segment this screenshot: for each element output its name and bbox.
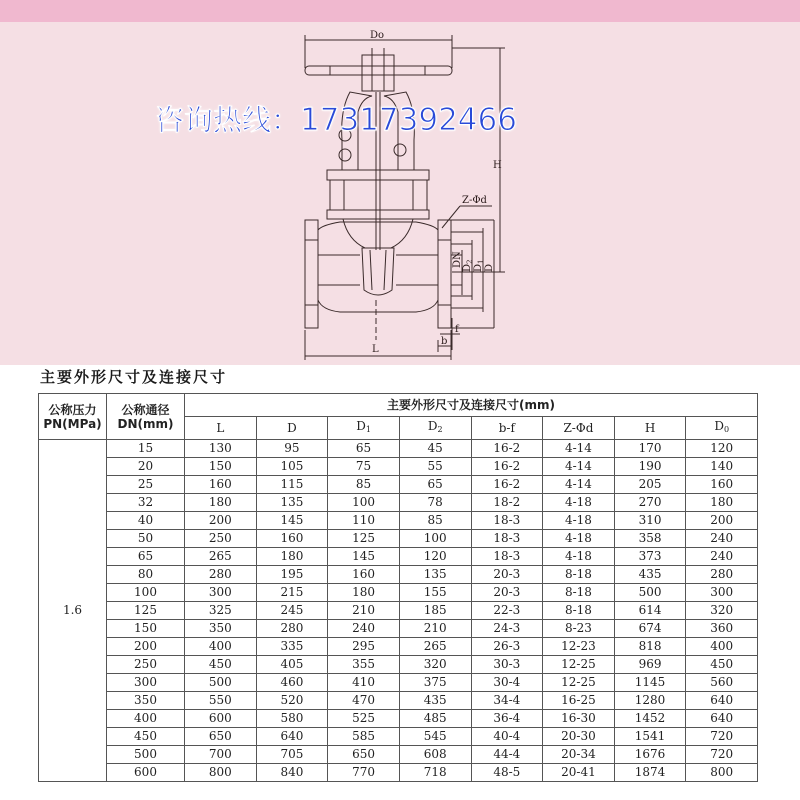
dn-cell: 300 xyxy=(107,674,185,692)
label-dn: DN xyxy=(452,251,463,268)
table-cell: 205 xyxy=(614,476,686,494)
table-cell: 65 xyxy=(328,440,400,458)
table-cell: 8-23 xyxy=(543,620,615,638)
header-dn-text: 公称通径 DN(mm) xyxy=(117,402,174,431)
table-cell: 674 xyxy=(614,620,686,638)
table-cell: 1145 xyxy=(614,674,686,692)
table-cell: 20-3 xyxy=(471,566,543,584)
table-cell: 4-18 xyxy=(543,512,615,530)
table-cell: 170 xyxy=(614,440,686,458)
table-cell: 720 xyxy=(686,746,758,764)
table-cell: 560 xyxy=(686,674,758,692)
table-cell: 18-3 xyxy=(471,512,543,530)
table-cell: 20-30 xyxy=(543,728,615,746)
gate-wedge xyxy=(362,248,394,295)
table-cell: 12-25 xyxy=(543,656,615,674)
table-cell: 180 xyxy=(328,584,400,602)
table-body xyxy=(39,440,758,782)
table-cell: 1452 xyxy=(614,710,686,728)
label-b: b xyxy=(441,336,448,347)
table-cell: 1280 xyxy=(614,692,686,710)
table-cell: 34-4 xyxy=(471,692,543,710)
table-cell: 12-23 xyxy=(543,638,615,656)
table-cell: 705 xyxy=(256,746,328,764)
dn-cell: 125 xyxy=(107,602,185,620)
table-cell: 614 xyxy=(614,602,686,620)
table-cell: 78 xyxy=(399,494,471,512)
column-header: L xyxy=(185,417,257,440)
table-cell: 358 xyxy=(614,530,686,548)
table-cell: 640 xyxy=(686,692,758,710)
table-cell: 150 xyxy=(185,458,257,476)
table-cell: 718 xyxy=(399,764,471,782)
table-cell: 4-14 xyxy=(543,476,615,494)
table-cell: 36-4 xyxy=(471,710,543,728)
table-cell: 120 xyxy=(686,440,758,458)
dn-cell: 600 xyxy=(107,764,185,782)
table-cell: 65 xyxy=(399,476,471,494)
table-cell: 200 xyxy=(686,512,758,530)
table-cell: 160 xyxy=(686,476,758,494)
dn-cell: 20 xyxy=(107,458,185,476)
table-cell: 720 xyxy=(686,728,758,746)
table-cell: 640 xyxy=(256,728,328,746)
table-cell: 335 xyxy=(256,638,328,656)
table-cell: 115 xyxy=(256,476,328,494)
handwheel-hub xyxy=(362,55,394,91)
dn-cell: 350 xyxy=(107,692,185,710)
handwheel xyxy=(305,66,452,75)
dn-cell: 450 xyxy=(107,728,185,746)
label-do: Do xyxy=(370,30,385,41)
table-cell: 650 xyxy=(328,746,400,764)
table-cell: 160 xyxy=(185,476,257,494)
table-cell: 410 xyxy=(328,674,400,692)
table-cell: 20-41 xyxy=(543,764,615,782)
dn-cell: 80 xyxy=(107,566,185,584)
table-cell: 818 xyxy=(614,638,686,656)
table-cell: 4-18 xyxy=(543,548,615,566)
table-cell: 180 xyxy=(185,494,257,512)
label-l: L xyxy=(372,344,379,355)
table-cell: 435 xyxy=(399,692,471,710)
table-cell: 16-25 xyxy=(543,692,615,710)
hotline-number: 17317392466 xyxy=(300,102,517,138)
table-cell: 4-18 xyxy=(543,530,615,548)
table-cell: 373 xyxy=(614,548,686,566)
table-cell: 105 xyxy=(256,458,328,476)
column-header: $D_1$ xyxy=(328,417,400,440)
table-cell: 265 xyxy=(399,638,471,656)
table-cell: 355 xyxy=(328,656,400,674)
table-row xyxy=(39,530,758,548)
table-cell: 450 xyxy=(686,656,758,674)
table-cell: 280 xyxy=(686,566,758,584)
left-flange xyxy=(305,220,318,328)
table-cell: 195 xyxy=(256,566,328,584)
valve-body xyxy=(318,222,438,312)
table-cell: 500 xyxy=(185,674,257,692)
table-cell: 160 xyxy=(256,530,328,548)
table-cell: 30-3 xyxy=(471,656,543,674)
table-cell: 20-3 xyxy=(471,584,543,602)
column-header: Z-Φd xyxy=(543,417,615,440)
table-cell: 180 xyxy=(256,548,328,566)
table-cell: 215 xyxy=(256,584,328,602)
table-row xyxy=(39,458,758,476)
header-pn xyxy=(39,394,107,440)
table-cell: 485 xyxy=(399,710,471,728)
table-row xyxy=(39,494,758,512)
table-cell: 320 xyxy=(399,656,471,674)
table-cell: 800 xyxy=(185,764,257,782)
table-cell: 360 xyxy=(686,620,758,638)
table-cell: 130 xyxy=(185,440,257,458)
table-cell: 240 xyxy=(686,530,758,548)
table-cell: 435 xyxy=(614,566,686,584)
table-cell: 8-18 xyxy=(543,602,615,620)
table-cell: 405 xyxy=(256,656,328,674)
table-cell: 550 xyxy=(185,692,257,710)
header-dn xyxy=(107,394,185,440)
table-cell: 145 xyxy=(328,548,400,566)
table-cell: 110 xyxy=(328,512,400,530)
table-cell: 160 xyxy=(328,566,400,584)
table-cell: 24-3 xyxy=(471,620,543,638)
table-cell: 640 xyxy=(686,710,758,728)
header-group: 主要外形尺寸及连接尺寸(mm) xyxy=(185,394,758,417)
dn-cell: 500 xyxy=(107,746,185,764)
label-d: D xyxy=(484,263,495,272)
table-cell: 22-3 xyxy=(471,602,543,620)
table-cell: 135 xyxy=(399,566,471,584)
table-cell: 1541 xyxy=(614,728,686,746)
table-cell: 210 xyxy=(328,602,400,620)
table-cell: 265 xyxy=(185,548,257,566)
table-cell: 45 xyxy=(399,440,471,458)
table-row xyxy=(39,656,758,674)
table-row xyxy=(39,674,758,692)
table-cell: 240 xyxy=(328,620,400,638)
table-cell: 48-5 xyxy=(471,764,543,782)
table-row xyxy=(39,764,758,782)
column-header: H xyxy=(614,417,686,440)
table-cell: 500 xyxy=(614,584,686,602)
dn-cell: 150 xyxy=(107,620,185,638)
table-row xyxy=(39,548,758,566)
table-cell: 250 xyxy=(185,530,257,548)
table-cell: 44-4 xyxy=(471,746,543,764)
table-cell: 470 xyxy=(328,692,400,710)
dn-cell: 25 xyxy=(107,476,185,494)
label-z-phi-d: Z-Φd xyxy=(462,195,487,206)
dn-cell: 40 xyxy=(107,512,185,530)
table-cell: 125 xyxy=(328,530,400,548)
table-cell: 1676 xyxy=(614,746,686,764)
table-row xyxy=(39,602,758,620)
table-cell: 1874 xyxy=(614,764,686,782)
label-h: H xyxy=(493,160,502,171)
table-cell: 800 xyxy=(686,764,758,782)
dn-cell: 100 xyxy=(107,584,185,602)
table-cell: 120 xyxy=(399,548,471,566)
table-row xyxy=(39,476,758,494)
dn-cell: 400 xyxy=(107,710,185,728)
table-cell: 95 xyxy=(256,440,328,458)
table-cell: 450 xyxy=(185,656,257,674)
table-row xyxy=(39,566,758,584)
column-header: D xyxy=(256,417,328,440)
section-title: 主要外形尺寸及连接尺寸 xyxy=(40,368,228,386)
pn-value-cell: 1.6 xyxy=(39,440,107,782)
valve-diagram-area xyxy=(0,22,800,365)
hotline-watermark xyxy=(155,98,517,139)
table-cell: 16-2 xyxy=(471,476,543,494)
table-row xyxy=(39,728,758,746)
table-cell: 30-4 xyxy=(471,674,543,692)
table-cell: 245 xyxy=(256,602,328,620)
table-cell: 325 xyxy=(185,602,257,620)
table-cell: 185 xyxy=(399,602,471,620)
table-row xyxy=(39,620,758,638)
table-cell: 770 xyxy=(328,764,400,782)
table-cell: 525 xyxy=(328,710,400,728)
table-cell: 520 xyxy=(256,692,328,710)
gate-valve-drawing xyxy=(0,22,800,365)
table-cell: 240 xyxy=(686,548,758,566)
dn-cell: 250 xyxy=(107,656,185,674)
dn-cell: 32 xyxy=(107,494,185,512)
table-cell: 585 xyxy=(328,728,400,746)
table-row xyxy=(39,710,758,728)
table-cell: 16-30 xyxy=(543,710,615,728)
dn-cell: 50 xyxy=(107,530,185,548)
table-cell: 350 xyxy=(185,620,257,638)
dimension-table xyxy=(38,393,758,782)
table-cell: 400 xyxy=(185,638,257,656)
table-cell: 20-34 xyxy=(543,746,615,764)
table-cell: 8-18 xyxy=(543,566,615,584)
table-cell: 85 xyxy=(328,476,400,494)
table-cell: 545 xyxy=(399,728,471,746)
table-row xyxy=(39,692,758,710)
table-cell: 580 xyxy=(256,710,328,728)
table-cell: 4-14 xyxy=(543,458,615,476)
table-cell: 18-2 xyxy=(471,494,543,512)
label-d2: $D_2$ xyxy=(462,259,474,272)
table-cell: 400 xyxy=(686,638,758,656)
table-cell: 700 xyxy=(185,746,257,764)
table-cell: 190 xyxy=(614,458,686,476)
column-header: b-f xyxy=(471,417,543,440)
dn-cell: 200 xyxy=(107,638,185,656)
hotline-label: 咨询热线： xyxy=(155,103,301,137)
table-row xyxy=(39,440,758,458)
table-cell: 460 xyxy=(256,674,328,692)
table-cell: 155 xyxy=(399,584,471,602)
table-cell: 85 xyxy=(399,512,471,530)
table-cell: 200 xyxy=(185,512,257,530)
label-d1: $D_1$ xyxy=(473,259,485,272)
dn-cell: 65 xyxy=(107,548,185,566)
table-cell: 16-2 xyxy=(471,458,543,476)
label-f: f xyxy=(455,324,459,335)
header-pn-text: 公称压力 PN(MPa) xyxy=(43,402,102,431)
table-cell: 969 xyxy=(614,656,686,674)
table-cell: 140 xyxy=(686,458,758,476)
table-row xyxy=(39,584,758,602)
column-header: $D_2$ xyxy=(399,417,471,440)
table-row xyxy=(39,638,758,656)
table-cell: 375 xyxy=(399,674,471,692)
table-cell: 100 xyxy=(399,530,471,548)
table-cell: 210 xyxy=(399,620,471,638)
table-cell: 55 xyxy=(399,458,471,476)
table-cell: 280 xyxy=(185,566,257,584)
table-cell: 295 xyxy=(328,638,400,656)
table-cell: 12-25 xyxy=(543,674,615,692)
dn-cell: 15 xyxy=(107,440,185,458)
table-cell: 840 xyxy=(256,764,328,782)
table-cell: 608 xyxy=(399,746,471,764)
table-cell: 320 xyxy=(686,602,758,620)
table-cell: 180 xyxy=(686,494,758,512)
table-cell: 75 xyxy=(328,458,400,476)
table-cell: 18-3 xyxy=(471,548,543,566)
table-cell: 16-2 xyxy=(471,440,543,458)
table-cell: 18-3 xyxy=(471,530,543,548)
table-cell: 100 xyxy=(328,494,400,512)
table-row xyxy=(39,746,758,764)
table-cell: 300 xyxy=(185,584,257,602)
table-cell: 600 xyxy=(185,710,257,728)
table-cell: 26-3 xyxy=(471,638,543,656)
table-cell: 270 xyxy=(614,494,686,512)
table-cell: 4-14 xyxy=(543,440,615,458)
table-row xyxy=(39,512,758,530)
table-cell: 145 xyxy=(256,512,328,530)
table-cell: 4-18 xyxy=(543,494,615,512)
table-cell: 300 xyxy=(686,584,758,602)
column-header: $D_0$ xyxy=(686,417,758,440)
table-cell: 8-18 xyxy=(543,584,615,602)
top-band xyxy=(0,0,800,22)
table-cell: 310 xyxy=(614,512,686,530)
table-cell: 650 xyxy=(185,728,257,746)
table-cell: 280 xyxy=(256,620,328,638)
right-flange xyxy=(438,220,451,328)
table-cell: 40-4 xyxy=(471,728,543,746)
table-cell: 135 xyxy=(256,494,328,512)
